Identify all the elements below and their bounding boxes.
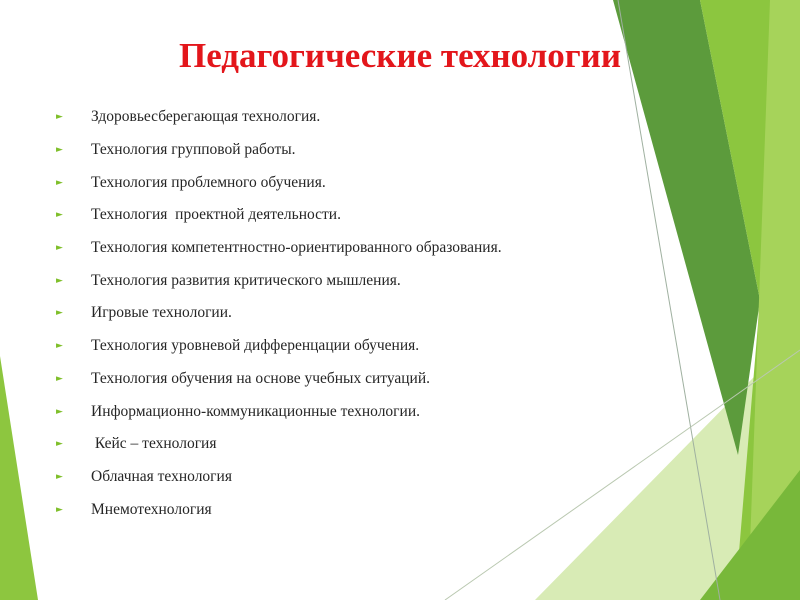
list-item [56, 264, 656, 297]
list-item-label: Игровые технологии. [91, 304, 232, 322]
triangle-right-icon: ► [56, 439, 63, 450]
triangle-right-icon: ► [56, 145, 63, 156]
triangle-right-icon: ► [56, 210, 63, 221]
triangle-right-icon: ► [56, 177, 63, 188]
triangle-right-icon: ► [56, 112, 63, 123]
list-item [56, 199, 656, 232]
triangle-right-icon: ► [56, 243, 63, 254]
list-item [56, 461, 656, 494]
list-item-label: Технология проектной деятельности. [91, 206, 341, 224]
list-item [56, 101, 656, 134]
list-item [56, 363, 656, 396]
triangle-right-icon: ► [56, 341, 63, 352]
list-item-label: Здоровьесберегающая технология. [91, 108, 321, 126]
triangle-right-icon: ► [56, 373, 63, 384]
triangle-right-icon: ► [56, 504, 63, 515]
list-item [56, 232, 656, 265]
list-item [56, 330, 656, 363]
list-item-label: Кейс – технология [91, 435, 217, 453]
triangle-right-icon: ► [56, 275, 63, 286]
triangle-right-icon: ► [56, 471, 63, 482]
list-item [56, 297, 656, 330]
page-title: Педагогические технологии [178, 36, 622, 75]
list-item-label: Технология уровневой дифференцации обучения. [91, 337, 420, 355]
list-item [56, 428, 656, 461]
list-item-label: Технология компетентностно-ориентированного образования. [91, 239, 502, 257]
list-item-label: Технология развития критического мышления. [91, 271, 401, 289]
list-item-label: Технология проблемного обучения. [91, 173, 326, 191]
triangle-right-icon: ► [56, 406, 63, 417]
list-item [56, 166, 656, 199]
left-accent-shape [0, 356, 38, 600]
list-item [56, 134, 656, 167]
list-item-label: Облачная технология [91, 467, 232, 485]
list-item-label: Технология обучения на основе учебных ситуаций. [91, 369, 431, 387]
list-item-label: Информационно-коммуникационные технологии. [91, 402, 420, 420]
list-item-label: Технология групповой работы. [91, 141, 296, 159]
list-item [56, 395, 656, 428]
list-item-label: Мнемотехнология [91, 500, 212, 518]
triangle-right-icon: ► [56, 308, 63, 319]
technology-list [56, 101, 656, 526]
list-item [56, 493, 656, 526]
